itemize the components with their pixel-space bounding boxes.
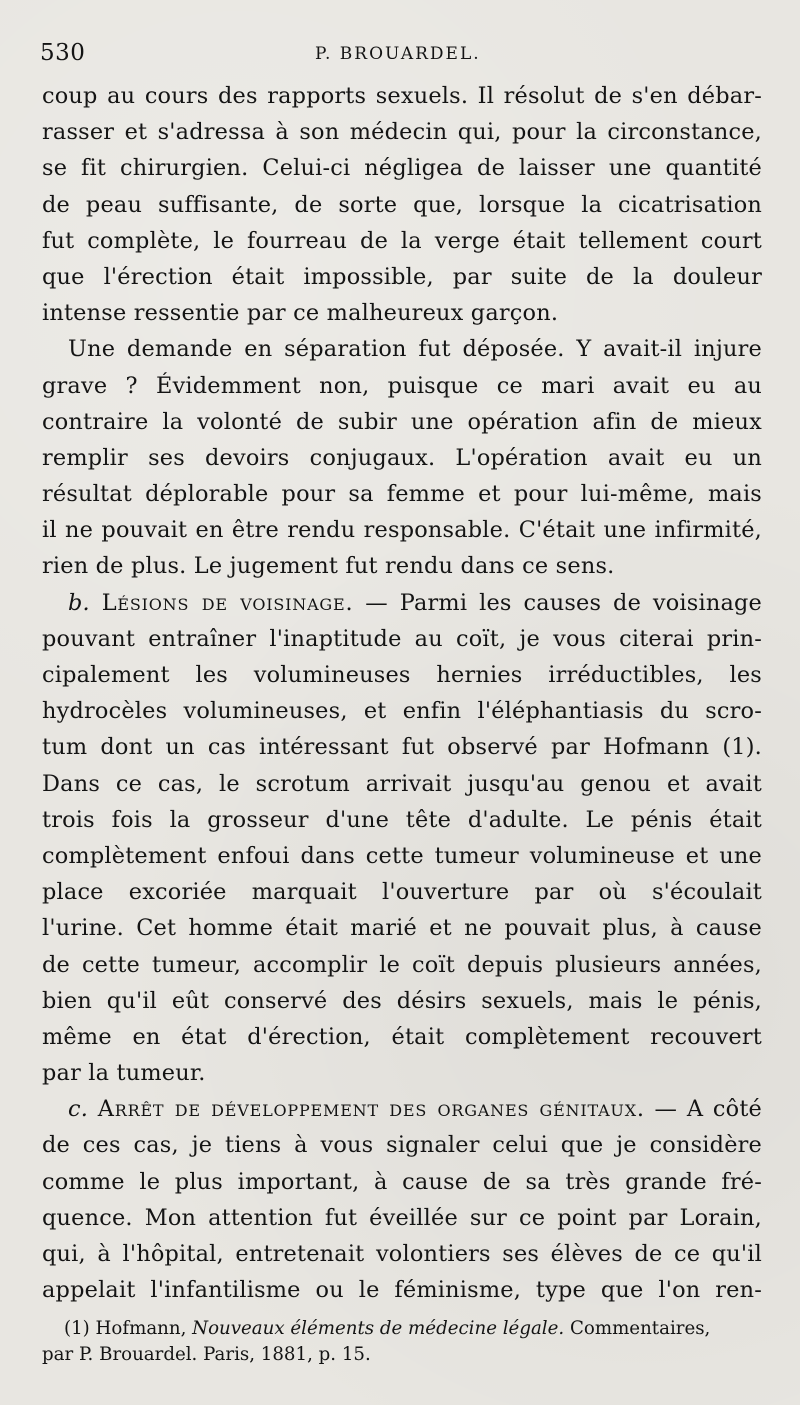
section-label: c. xyxy=(68,1096,89,1123)
text-line: même en état d'érection, était complètement recouvert xyxy=(42,1023,762,1050)
text-line: par la tumeur. xyxy=(42,1060,206,1087)
text-line: rien de plus. Le jugement fut rendu dans ce sens. xyxy=(42,553,615,580)
section-heading: Lésions de voisinage. xyxy=(101,589,354,616)
text-line: comme le plus important, à cause de sa très grande fré- xyxy=(42,1168,762,1195)
footnote-line: par P. Brouardel. Paris, 1881, p. 15. xyxy=(42,1344,371,1365)
text-line: intense ressentie par ce malheureux garçon. xyxy=(42,300,559,327)
text-line: l'urine. Cet homme était marié et ne pouvait plus, à cause xyxy=(42,915,762,942)
text-line: fut complète, le fourreau de la verge était tellement court xyxy=(42,227,762,254)
running-head: P. BROUARDEL. xyxy=(315,44,481,64)
text-line: appelait l'infantilisme ou le féminisme, type que l'on ren- xyxy=(42,1277,762,1304)
text-line: il ne pouvait en être rendu responsable. C'était une infirmité, xyxy=(42,517,762,544)
footnote-line xyxy=(42,1316,762,1342)
footnote-prefix: (1) Hofmann, xyxy=(64,1318,193,1339)
page-number: 530 xyxy=(40,40,86,66)
text-line: rasser et s'adressa à son médecin qui, pour la circonstance, xyxy=(42,119,762,146)
section-label: b. xyxy=(68,589,90,616)
text-line: remplir ses devoirs conjugaux. L'opération avait eu un xyxy=(42,444,762,471)
footnote-suffix: Commentaires, xyxy=(564,1318,711,1339)
text-line: de peau suffisante, de sorte que, lorsque la cicatrisation xyxy=(42,191,762,218)
text-line: quence. Mon attention fut éveillée sur ce point par Lorain, xyxy=(42,1204,762,1231)
text-line: place excoriée marquait l'ouverture par où s'écoulait xyxy=(42,879,762,906)
body-text xyxy=(42,78,762,1308)
section-text: — Parmi les causes de voisinage xyxy=(353,589,762,616)
text-line: coup au cours des rapports sexuels. Il résolut de s'en débar- xyxy=(42,83,762,109)
text-line: contraire la volonté de subir une opération afin de mieux xyxy=(42,408,762,435)
page-header xyxy=(40,38,760,68)
text-line: se fit chirurgien. Celui-ci négligea de laisser une quantité xyxy=(42,155,762,182)
text-line: bien qu'il eût conservé des désirs sexuels, mais le pénis, xyxy=(42,987,762,1014)
text-line: hydrocèles volumineuses, et enfin l'éléphantiasis du scro- xyxy=(42,698,762,725)
text-line: Une demande en séparation fut déposée. Y avait-il injure xyxy=(68,336,762,363)
section-text: — A côté xyxy=(644,1096,762,1123)
footnote xyxy=(42,1316,762,1368)
footnote-title: Nouveaux éléments de médecine légale. xyxy=(192,1318,565,1339)
text-line: tum dont un cas intéressant fut observé par Hofmann (1). xyxy=(42,734,762,761)
text-line: résultat déplorable pour sa femme et pour lui-même, mais xyxy=(42,481,762,508)
section-heading: Arrêt de développement des organes génitaux. xyxy=(97,1096,645,1123)
text-line: de cette tumeur, accomplir le coït depuis plusieurs années, xyxy=(42,951,762,978)
text-line: cipalement les volumineuses hernies irréductibles, les xyxy=(42,662,762,688)
section-heading-line xyxy=(42,1091,762,1127)
text-line: complètement enfoui dans cette tumeur volumineuse et une xyxy=(42,842,762,869)
text-line: pouvant entraîner l'inaptitude au coït, je vous citerai prin- xyxy=(42,625,762,652)
text-line: de ces cas, je tiens à vous signaler celui que je considère xyxy=(42,1132,762,1159)
section-heading-line xyxy=(42,585,762,621)
text-line: que l'érection était impossible, par suite de la douleur xyxy=(42,263,762,290)
text-line: trois fois la grosseur d'une tête d'adulte. Le pénis était xyxy=(42,806,762,833)
text-line: qui, à l'hôpital, entretenait volontiers ses élèves de ce qu'il xyxy=(42,1241,762,1267)
text-line: grave ? Évidemment non, puisque ce mari avait eu au xyxy=(42,372,762,399)
text-line: Dans ce cas, le scrotum arrivait jusqu'au genou et avait xyxy=(42,770,762,797)
